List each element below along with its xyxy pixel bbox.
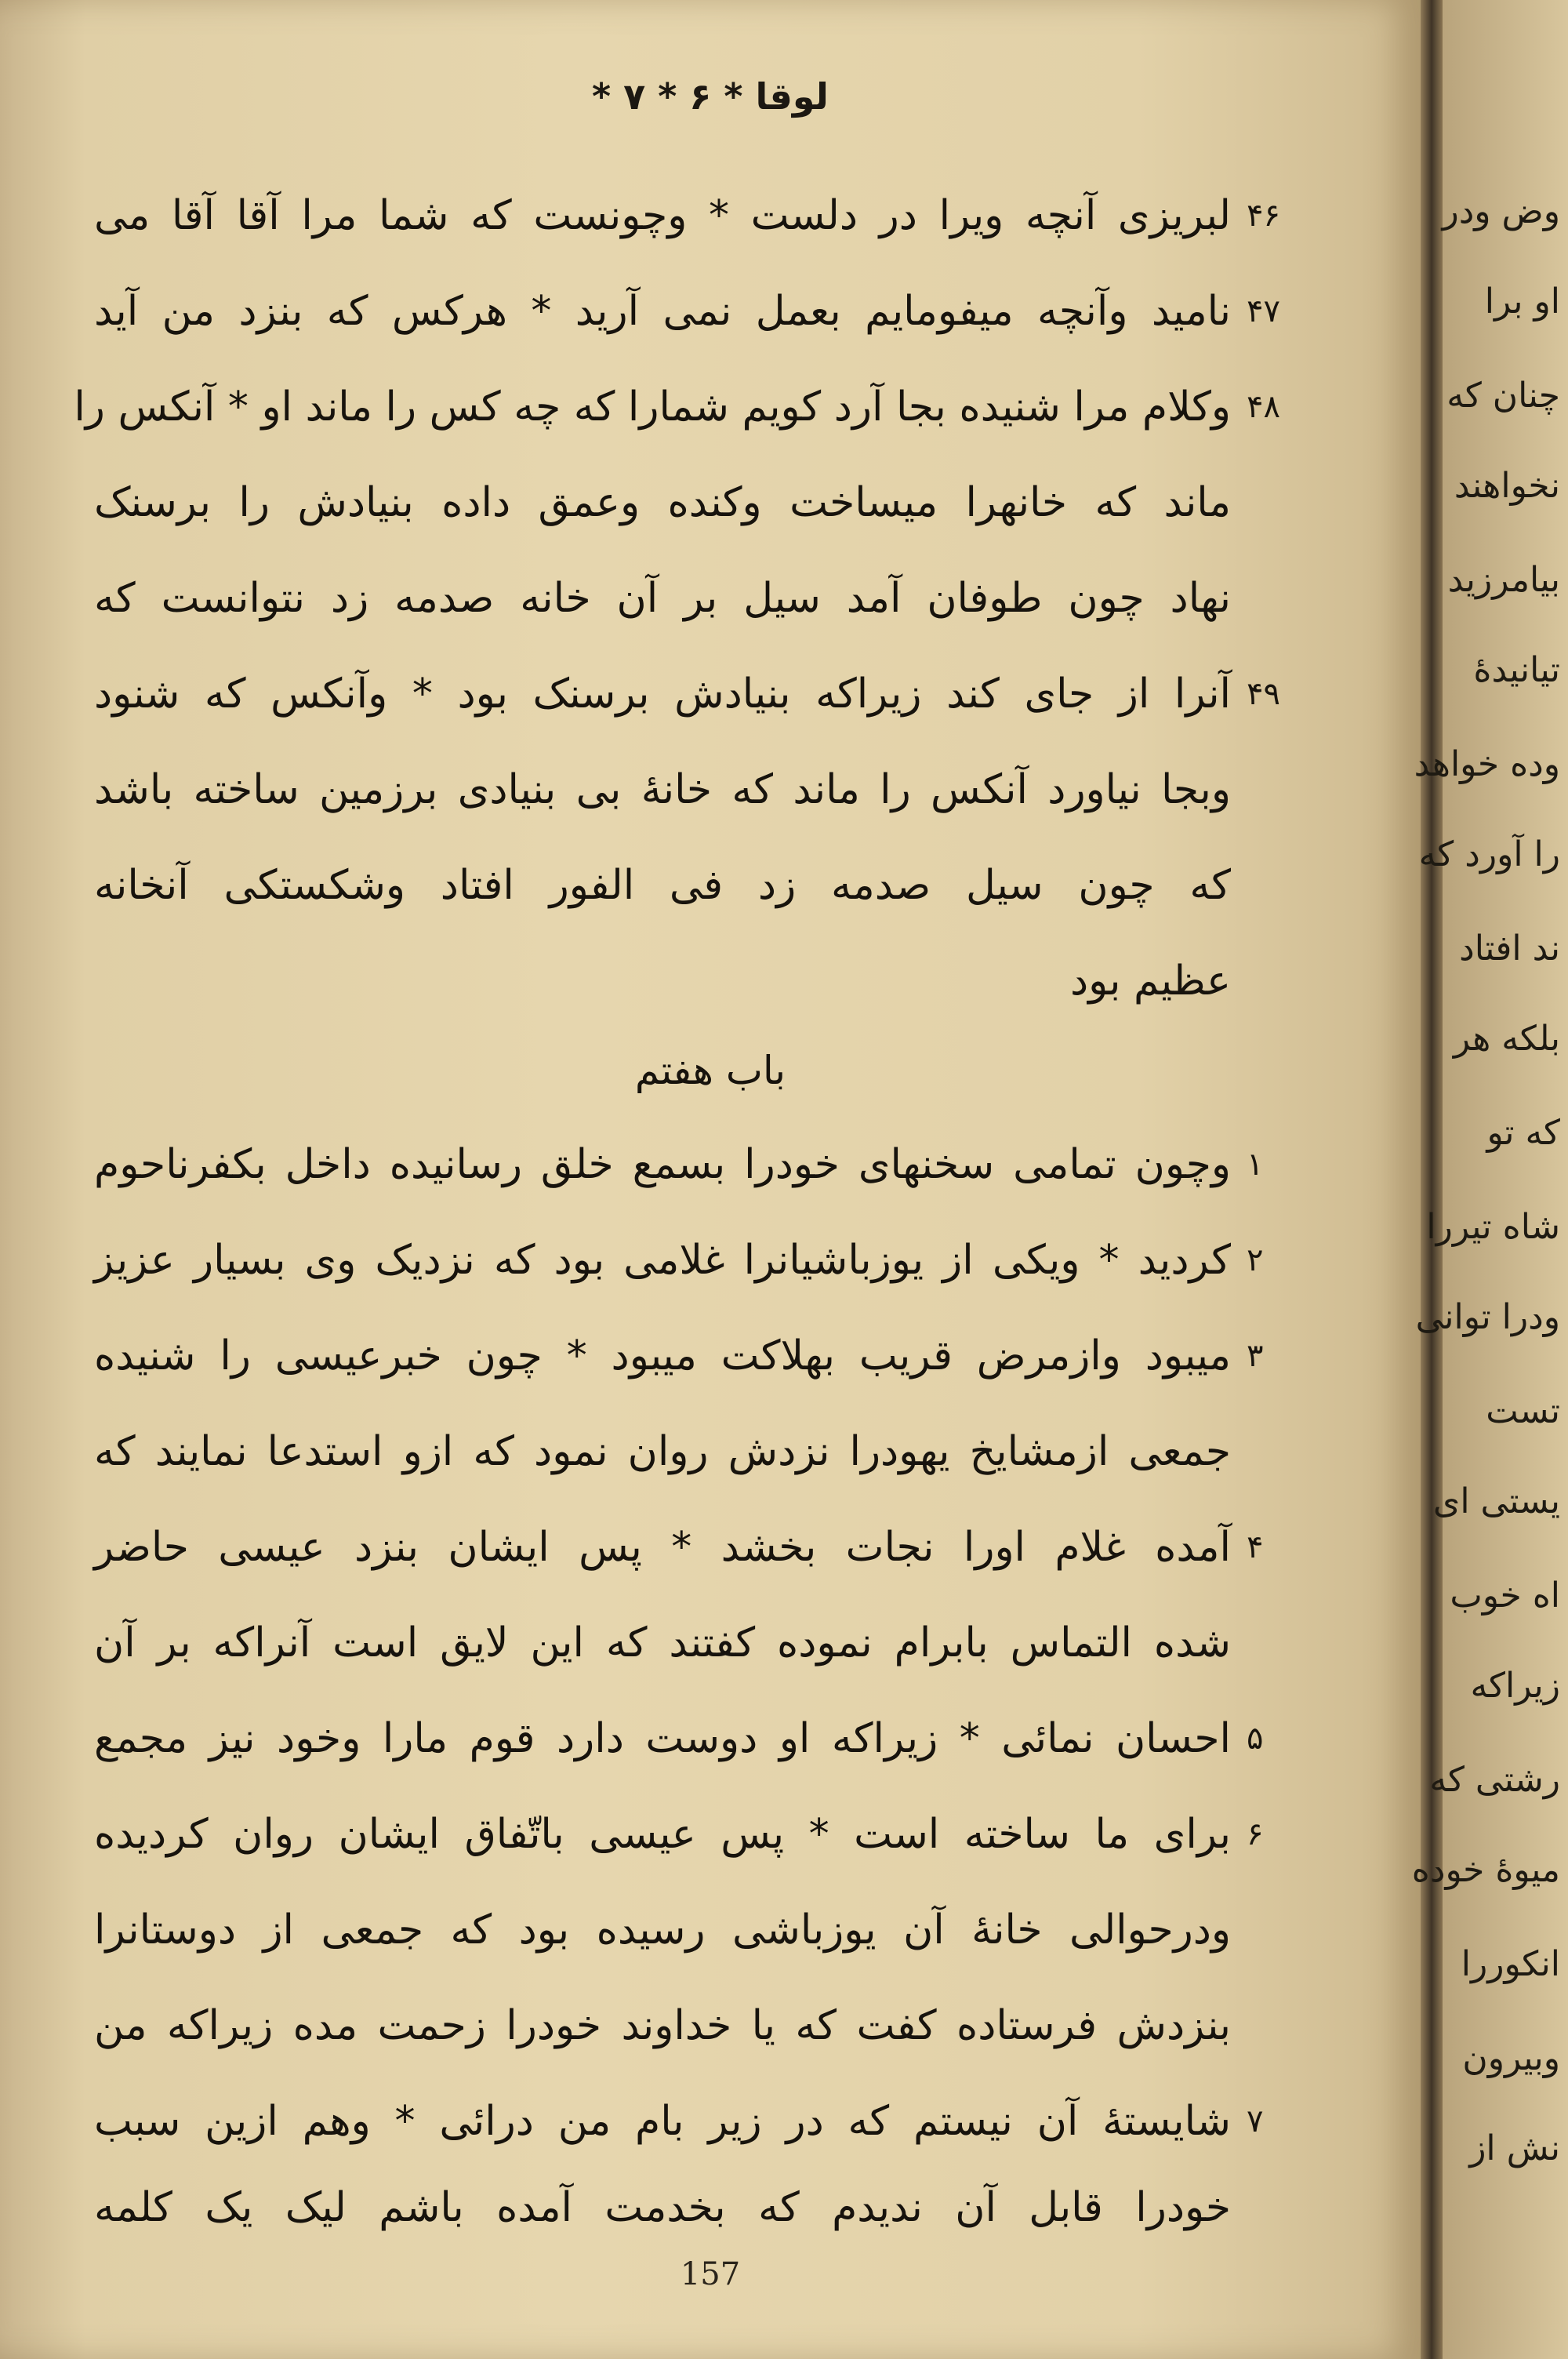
verse-number: ۷ bbox=[1247, 2103, 1264, 2139]
right-page-fragment: شاه تیررا bbox=[1426, 1207, 1560, 1247]
right-page-fragment: انکوررا bbox=[1461, 1944, 1560, 1984]
right-page-fragment: ند افتاد bbox=[1459, 929, 1560, 969]
text-line: خودرا قابل آن ندیدم که بخدمت آمده باشم لیک یک کلمه bbox=[94, 2184, 1231, 2231]
right-page-fragment: تیانیدهٔ bbox=[1473, 650, 1560, 690]
text-line: برای ما ساخته است * پس عیسی باتّفاق ایشان روان کردیده bbox=[94, 1811, 1231, 1858]
text-line: احسان نمائی * زیراکه او دوست دارد قوم مارا وخود نیز مجمع bbox=[94, 1715, 1231, 1762]
right-page-fragment: وض ودر bbox=[1442, 191, 1560, 231]
right-page-fragment: که تو bbox=[1486, 1113, 1560, 1153]
right-page-fragment: رشتی که bbox=[1429, 1760, 1560, 1800]
verse-number: ۳ bbox=[1247, 1338, 1264, 1374]
right-page-fragment: بیامرزید bbox=[1447, 560, 1560, 600]
verse-number: ۱ bbox=[1247, 1147, 1264, 1183]
right-page-fragment: میوهٔ خوده bbox=[1411, 1850, 1560, 1890]
text-line: لبریزی آنچه ویرا در دلست * وچونست که شما مرا آقا آقا می bbox=[94, 192, 1231, 239]
verse-number: ۴۷ bbox=[1247, 293, 1280, 329]
text-line: که چون سیل صدمه زد فی الفور افتاد وشکستکی آنخانه bbox=[94, 862, 1231, 909]
right-page-fragment: یستی ای bbox=[1432, 1481, 1560, 1521]
text-line: وبجا نیاورد آنکس را ماند که خانهٔ بی بنیادی برزمین ساخته باشد bbox=[94, 766, 1231, 813]
right-page-fragment: ودرا توانی bbox=[1415, 1297, 1560, 1337]
right-page-fragment: زیراکه bbox=[1470, 1666, 1560, 1706]
text-line: نامید وآنچه میفومایم بعمل نمی آرید * هرکس که بنزد من آید bbox=[94, 288, 1231, 335]
text-line: ماند که خانهرا میساخت وکنده وعمق داده بنیادش را برسنک bbox=[94, 479, 1231, 526]
text-line: شده التماس بابرام نموده کفتند که این لایق است آنراکه بر آن bbox=[94, 1619, 1231, 1667]
verse-number: ۲ bbox=[1247, 1242, 1264, 1278]
running-title: لوقا * ۶ * ۷ * bbox=[592, 75, 829, 118]
right-page-fragment: وبیرون bbox=[1462, 2038, 1560, 2078]
verse-number: ۴ bbox=[1247, 1529, 1264, 1565]
text-line: وچون تمامی سخنهای خودرا بسمع خلق رسانیده داخل بکفرناحوم bbox=[94, 1141, 1231, 1188]
right-page-fragment: تست bbox=[1486, 1391, 1560, 1431]
right-page-fragment: وده خواهد bbox=[1414, 744, 1560, 784]
text-line: میبود وازمرض قریب بهلاکت میبود * چون خبرعیسی را شنیده bbox=[94, 1332, 1231, 1379]
text-line: وکلام مرا شنیده بجا آرد کویم شمارا که چه کس را ماند او * آنکس را bbox=[74, 383, 1231, 431]
verse-number: ۴۹ bbox=[1247, 676, 1280, 712]
text-line: کردید * ویکی از یوزباشیانرا غلامی بود که نزدیک وی بسیار عزیز bbox=[94, 1237, 1231, 1284]
text-line: آنرا از جای کند زیراکه بنیادش برسنک بود * وآنکس که شنود bbox=[94, 671, 1231, 718]
text-line: ودرحوالی خانهٔ آن یوزباشی رسیده بود که جمعی از دوستانرا bbox=[94, 1906, 1231, 1954]
text-line: جمعی ازمشایخ یهودرا نزدش روان نمود که ازو استدعا نمایند که bbox=[94, 1428, 1231, 1475]
right-page-edge bbox=[1411, 0, 1568, 2359]
verse-number: ۴۸ bbox=[1247, 389, 1280, 425]
right-page-fragment: چنان که bbox=[1446, 376, 1560, 416]
verse-number: ۵ bbox=[1247, 1721, 1264, 1757]
book-gutter bbox=[1421, 0, 1443, 2359]
verse-number: ۴۶ bbox=[1247, 198, 1280, 234]
right-page-fragment: نش از bbox=[1469, 2128, 1560, 2168]
right-page-fragment: بلکه هر bbox=[1453, 1019, 1560, 1059]
text-line: آمده غلام اورا نجات بخشد * پس ایشان بنزد عیسی حاضر bbox=[94, 1524, 1231, 1571]
chapter-title: باب هفتم bbox=[634, 1048, 786, 1093]
right-page-fragment: او برا bbox=[1484, 282, 1560, 322]
verse-number: ۶ bbox=[1247, 1816, 1264, 1852]
right-page-fragment: نخواهند bbox=[1454, 466, 1560, 506]
right-page-fragment: را آورد که bbox=[1418, 834, 1560, 874]
right-page-fragment: اه خوب bbox=[1450, 1576, 1560, 1616]
running-header bbox=[0, 69, 1421, 124]
text-line: عظیم بود bbox=[1069, 958, 1231, 1005]
text-line: بنزدش فرستاده کفت که یا خداوند خودرا زحمت مده زیراکه من bbox=[94, 2002, 1231, 2049]
text-line: نهاد چون طوفان آمد سیل بر آن خانه صدمه زد نتوانست که bbox=[94, 575, 1231, 622]
page-number: 157 bbox=[680, 2256, 741, 2292]
text-line: شایستهٔ آن نیستم که در زیر بام من درائی * وهم ازین سبب bbox=[94, 2098, 1231, 2145]
